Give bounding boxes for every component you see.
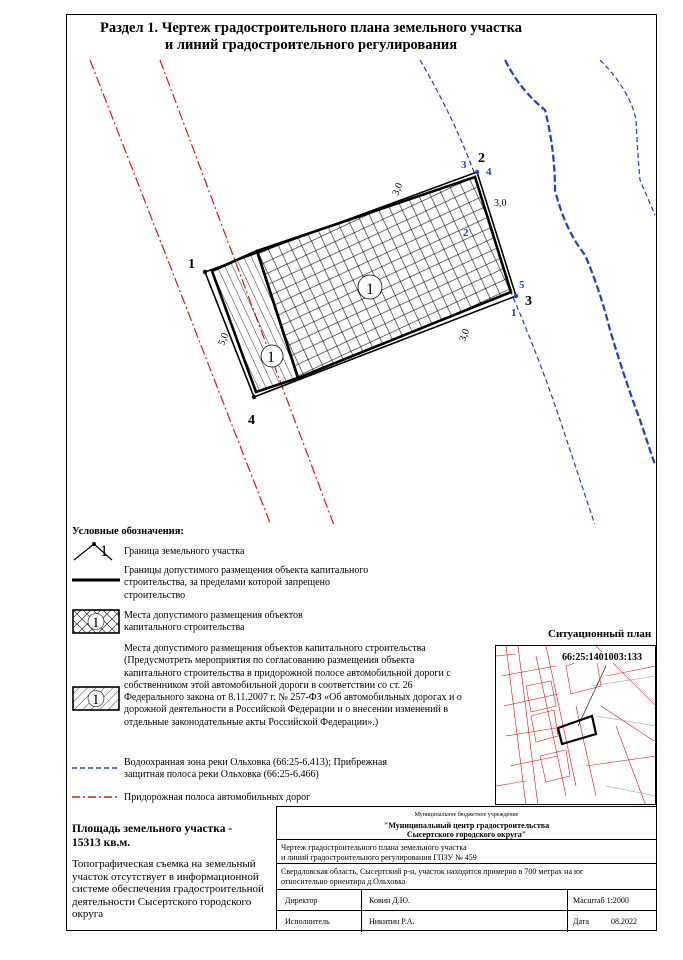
title-block-stamp (276, 806, 657, 931)
vertex-label-4: 4 (486, 166, 492, 178)
symbol-digit: 1 (100, 543, 108, 560)
vertex-label-3: 3 (461, 159, 467, 171)
title-line-1: Раздел 1. Чертеж градостроительного плана земельного участка (100, 20, 522, 36)
parcel-address-line-2: относительно ориентира д.Ольховка (281, 876, 406, 886)
parcel-area (72, 822, 232, 850)
parcel-address (281, 867, 655, 886)
executor-name: Никитин Р.А. (369, 917, 415, 926)
corner-point-1 (203, 270, 207, 274)
org-name-line-1: "Муниципальный центр градостроительства (383, 820, 550, 830)
document-title (281, 843, 651, 862)
situation-plan-title: Ситуационный план (548, 628, 652, 640)
riverbank-line (505, 60, 655, 465)
corner-point-2 (475, 170, 479, 174)
executor-role: Исполнитель (285, 917, 330, 926)
vertex-label-1: 1 (511, 307, 517, 319)
dimension-bottom: 3,0 (457, 327, 473, 344)
legend-item-water-zone: Водоохранная зона реки Ольховка (66:25-6.413); Прибрежная защитная полоса реки Ольховка (66:25-6.466) (124, 757, 387, 781)
document-title-line-2: и линий градостроительного регулирования ГПЗУ № 459 (281, 852, 477, 862)
buildable-zone-symbol-icon (72, 609, 120, 634)
situation-plan-map (495, 645, 656, 805)
corner-point-3 (514, 294, 518, 298)
corner-label-4: 4 (248, 413, 255, 428)
corner-label-1: 1 (188, 257, 195, 272)
legend-item-road-strip-zone: Места допустимого размещения объектов капитального строительства (Предусмотреть мероприятия по согласованию размещения объекта капитального строительства в придорожной полосе автомобильной дороги с собственником этой автомобильной дороги в соответствии со ст. 26 Федерального закона от 8.11.2007 г. № 257-ФЗ «Об автомобильных дорогах и о дорожной деятельности в Российской Федерации и о внесении изменений в отдельные законодательные акты Российской Федерации».) (124, 643, 462, 728)
buildable-zone (257, 177, 511, 378)
build-limit-symbol-icon (72, 575, 120, 585)
parcel-area-value: 15313 кв.м. (72, 837, 131, 849)
scale: Масштаб 1:2000 (573, 896, 629, 905)
date-value: 08.2022 (611, 917, 637, 926)
legend-item-build-limit: Границы допустимого размещения объекта капитального строительства, за пределами которой запрещено строительство (124, 565, 369, 601)
zone-marker-strip: 1 (267, 349, 275, 366)
road-strip-symbol-icon (72, 794, 120, 800)
parcel-area-label: Площадь земельного участка - (72, 823, 233, 835)
dimension-left: 5,0 (216, 331, 232, 348)
director-name: Ковин Д.Ю. (369, 896, 410, 905)
water-zone-line-far (600, 60, 655, 215)
org-name-line-2: Сысертского городского округа" (406, 830, 527, 839)
zone-marker-main: 1 (366, 281, 374, 298)
parcel-address-line-1: Свердловская область, Сысертский р-н, участок находится примерно в 700 метрах на юг (281, 867, 584, 876)
symbol-digit: 1 (92, 692, 100, 708)
symbol-digit: 1 (92, 615, 100, 631)
vertex-label-5: 5 (519, 279, 525, 291)
site-plan-drawing (66, 14, 657, 524)
corner-label-3: 3 (525, 294, 532, 309)
water-zone-symbol-icon (72, 765, 120, 771)
org-type: Муниципальное бюджетное учреждение (414, 812, 519, 818)
parcel-boundary-symbol-icon (72, 538, 120, 562)
title-line-2: и линий градостроительного регулирования (164, 37, 458, 53)
corner-label-2: 2 (478, 151, 485, 166)
legend-item-parcel-boundary: Граница земельного участка (124, 546, 245, 557)
legend-heading: Условные обозначения: (72, 526, 184, 537)
survey-note: Топографическая съемка на земельный участок отсутствует в информационной системе обеспечения градостроительной деятельности Сысертского городского округа (72, 858, 264, 920)
dimension-right: 3,0 (494, 198, 507, 209)
legend-item-road-strip: Придорожная полоса автомобильных дорог (124, 792, 311, 803)
corner-point-4 (252, 395, 256, 399)
vertex-label-2: 2 (463, 227, 469, 239)
director-role: Директор (285, 896, 318, 905)
legend-item-buildable-zone: Места допустимого размещения объектов капитального строительства (124, 610, 303, 634)
date-label: Дата (573, 917, 589, 926)
road-strip-zone-symbol-icon (72, 686, 120, 711)
cadastral-number: 66:25:1401003:133 (562, 652, 642, 663)
document-title-line-1: Чертеж градостроительного плана земельного участка (281, 843, 467, 852)
situation-plan-svg (496, 646, 656, 805)
dimension-top: 3,0 (390, 181, 406, 198)
organization (277, 811, 656, 840)
